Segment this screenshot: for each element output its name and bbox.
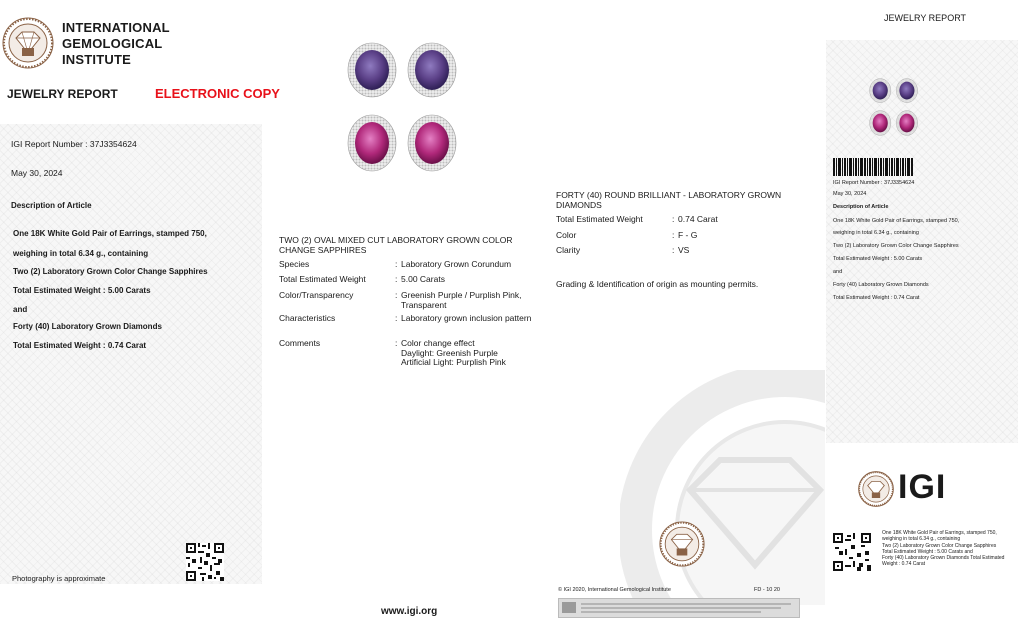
summary-line: Total Estimated Weight : 0.74 Carat xyxy=(833,295,920,301)
field-label: Color/Transparency xyxy=(279,290,354,300)
summary-bottom-line: Total Estimated Weight : 5.00 Carats and xyxy=(882,548,973,555)
field-label: Total Estimated Weight xyxy=(279,274,366,284)
field-label: Clarity xyxy=(556,245,581,255)
summary-qr-code[interactable] xyxy=(833,533,871,571)
summary-line: One 18K White Gold Pair of Earrings, stamped 750, xyxy=(833,218,960,224)
brand-line-3: INSTITUTE xyxy=(62,52,131,67)
diamond-row-clarity: Clarity : VS xyxy=(556,246,796,258)
summary-bottom-line: Two (2) Laboratory Grown Color Change Sapphires xyxy=(882,542,997,549)
summary-line: Forty (40) Laboratory Grown Diamonds xyxy=(833,282,929,288)
sapphire-row-color: Color/Transparency : Greenish Purple / Purplish Pink, Transparent xyxy=(279,291,549,313)
igi-logo-mark xyxy=(858,471,894,507)
field-label: Color xyxy=(556,230,577,240)
description-line: Total Estimated Weight : 5.00 Carats xyxy=(13,286,151,295)
sapphire-row-comments: Comments : Color change effect Daylight: Greenish Purple Artificial Light: Purplish Pink xyxy=(279,339,549,371)
form-code: FD - 10 20 xyxy=(754,587,780,593)
copyright-text: © IGI 2020, International Gemological Institute xyxy=(558,587,671,593)
security-features-strip xyxy=(558,598,800,618)
summary-description-heading: Description of Article xyxy=(833,204,889,210)
diamonds-title: FORTY (40) ROUND BRILLIANT - LABORATORY GROWN DIAMONDS xyxy=(556,190,782,210)
sapphire-row-species: Species : Laboratory Grown Corundum xyxy=(279,260,549,272)
sapphire-row-weight: Total Estimated Weight : 5.00 Carats xyxy=(279,275,549,287)
summary-panel xyxy=(826,40,1018,443)
brand-line-2: GEMOLOGICAL xyxy=(62,36,163,51)
description-line: Two (2) Laboratory Grown Color Change Sapphires xyxy=(13,267,208,276)
description-line: weighing in total 6.34 g., containing xyxy=(13,249,149,258)
summary-date: May 30, 2024 xyxy=(833,191,867,197)
security-icon xyxy=(562,602,576,613)
summary-report-number: IGI Report Number : 37J3354624 xyxy=(833,180,915,186)
brand-line-1: INTERNATIONAL xyxy=(62,20,170,35)
qr-code[interactable] xyxy=(186,543,224,581)
sapphires-title: TWO (2) OVAL MIXED CUT LABORATORY GROWN COLOR CHANGE SAPPHIRES xyxy=(279,235,513,255)
summary-bottom-line: weighing in total 6.34 g., containing xyxy=(882,536,961,543)
field-label: Total Estimated Weight xyxy=(556,214,643,224)
field-value: 5.00 Carats xyxy=(401,274,445,284)
field-value: F - G xyxy=(678,230,698,240)
field-value: 0.74 Carat xyxy=(678,214,718,224)
summary-bottom-line: Forty (40) Laboratory Grown Diamonds Total Estimated xyxy=(882,555,1005,562)
igi-logo-text: IGI xyxy=(898,468,947,506)
right-report-title: JEWELRY REPORT xyxy=(884,13,967,23)
bottom-seal-logo xyxy=(659,521,705,567)
comment-line: Artificial Light: Purplish Pink xyxy=(401,357,506,367)
summary-bottom-line: One 18K White Gold Pair of Earrings, stamped 750, xyxy=(882,530,997,536)
summary-line: Two (2) Laboratory Grown Color Change Sapphires xyxy=(833,243,959,249)
description-line: and xyxy=(13,305,28,314)
sapphire-row-characteristics: Characteristics : Laboratory grown inclusion pattern xyxy=(279,314,549,336)
field-label: Comments xyxy=(279,338,321,348)
field-label: Species xyxy=(279,259,310,269)
grading-note: Grading & Identification of origin as mounting permits. xyxy=(556,279,759,289)
comment-line: Daylight: Greenish Purple xyxy=(401,347,498,358)
summary-line: and xyxy=(833,269,843,275)
earrings-photo xyxy=(340,38,466,181)
description-line: Forty (40) Laboratory Grown Diamonds xyxy=(13,322,162,331)
summary-line: weighing in total 6.34 g., containing xyxy=(833,230,919,236)
description-heading: Description of Article xyxy=(11,201,92,210)
summary-bottom-line: Weight : 0.74 Carat xyxy=(882,561,925,568)
field-value: Greenish Purple / Purplish Pink, Transparent xyxy=(401,290,522,310)
summary-earrings-photo xyxy=(866,74,922,145)
report-date: May 30, 2024 xyxy=(11,168,63,178)
igi-watermark xyxy=(620,370,825,610)
summary-bottom-text xyxy=(882,530,1004,568)
diamond-row-weight: Total Estimated Weight : 0.74 Carat xyxy=(556,215,796,227)
field-value: VS xyxy=(678,245,690,255)
report-number: IGI Report Number : 37J3354624 xyxy=(11,139,137,149)
brand-name xyxy=(62,20,170,68)
comment-line: Color change effect xyxy=(401,338,475,348)
summary-line: Total Estimated Weight : 5.00 Carats xyxy=(833,256,923,262)
description-line: One 18K White Gold Pair of Earrings, stamped 750, xyxy=(13,229,207,238)
field-label: Characteristics xyxy=(279,313,336,323)
website-url[interactable]: www.igi.org xyxy=(381,606,438,617)
diamond-row-color: Color : F - G xyxy=(556,231,796,243)
field-value: Laboratory grown inclusion pattern xyxy=(401,313,532,323)
description-line: Total Estimated Weight : 0.74 Carat xyxy=(13,341,147,350)
field-value xyxy=(401,339,541,368)
field-value: Laboratory Grown Corundum xyxy=(401,259,512,269)
igi-seal-logo xyxy=(2,17,54,69)
description-panel xyxy=(0,124,262,584)
electronic-copy-label: ELECTRONIC COPY xyxy=(155,86,280,101)
photography-note: Photography is approximate xyxy=(12,574,106,583)
report-title: JEWELRY REPORT xyxy=(7,87,118,101)
barcode xyxy=(833,158,913,181)
